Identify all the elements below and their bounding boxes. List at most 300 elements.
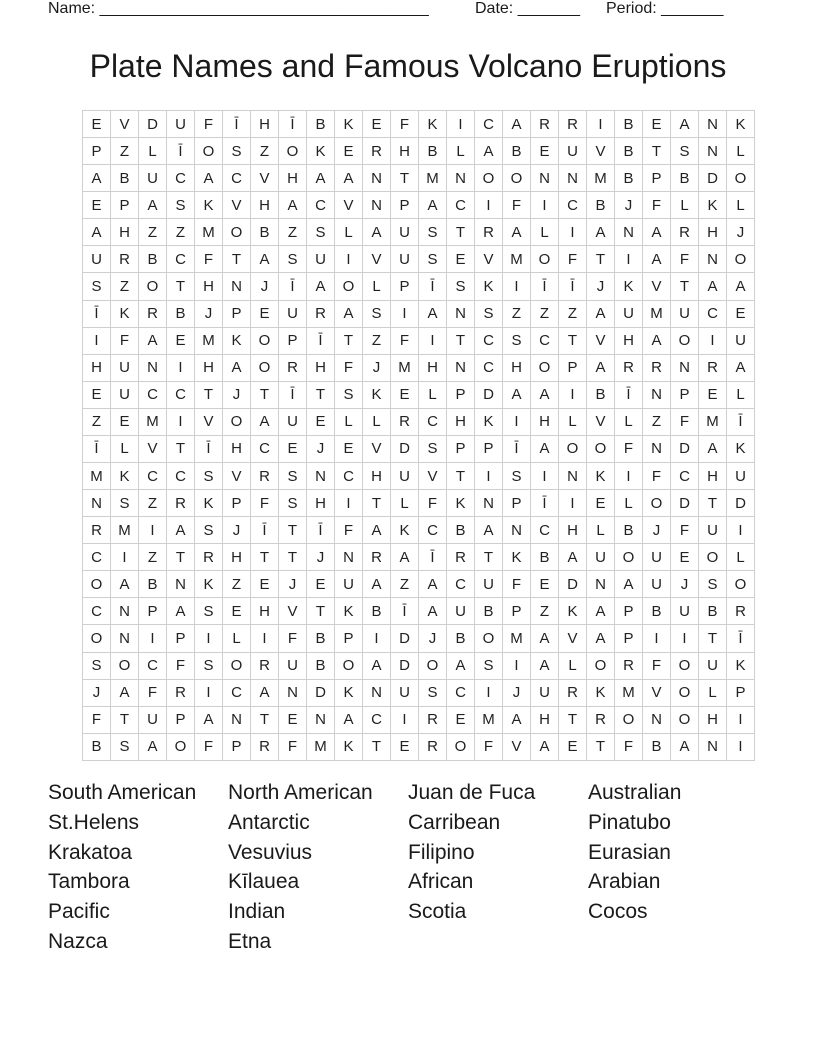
grid-cell[interactable]: I	[727, 706, 755, 733]
grid-cell[interactable]: A	[531, 733, 559, 760]
grid-cell[interactable]: R	[167, 679, 195, 706]
grid-cell[interactable]: U	[643, 571, 671, 598]
grid-cell[interactable]: U	[139, 706, 167, 733]
grid-cell[interactable]: O	[615, 706, 643, 733]
grid-cell[interactable]: N	[643, 435, 671, 462]
grid-cell[interactable]: R	[279, 354, 307, 381]
grid-cell[interactable]: I	[727, 517, 755, 544]
grid-cell[interactable]: I	[671, 625, 699, 652]
grid-cell[interactable]: R	[531, 111, 559, 138]
grid-cell[interactable]: L	[111, 435, 139, 462]
grid-cell[interactable]: R	[307, 300, 335, 327]
grid-cell[interactable]: N	[447, 354, 475, 381]
grid-cell[interactable]: V	[587, 138, 615, 165]
grid-cell[interactable]: R	[167, 490, 195, 517]
grid-cell[interactable]: A	[83, 219, 111, 246]
grid-cell[interactable]: M	[111, 517, 139, 544]
grid-cell[interactable]: E	[83, 192, 111, 219]
grid-cell[interactable]: E	[559, 733, 587, 760]
grid-cell[interactable]: N	[307, 706, 335, 733]
grid-cell[interactable]: I	[615, 463, 643, 490]
grid-cell[interactable]: J	[223, 517, 251, 544]
grid-cell[interactable]: C	[139, 652, 167, 679]
grid-cell[interactable]: A	[419, 598, 447, 625]
grid-cell[interactable]: T	[391, 165, 419, 192]
grid-cell[interactable]: B	[671, 165, 699, 192]
grid-cell[interactable]: F	[391, 327, 419, 354]
grid-cell[interactable]: Z	[167, 219, 195, 246]
grid-cell[interactable]: N	[643, 381, 671, 408]
grid-cell[interactable]: O	[727, 165, 755, 192]
grid-cell[interactable]: C	[167, 381, 195, 408]
grid-cell[interactable]: B	[307, 111, 335, 138]
grid-cell[interactable]: Z	[111, 273, 139, 300]
grid-cell[interactable]: H	[559, 517, 587, 544]
grid-cell[interactable]: A	[139, 327, 167, 354]
grid-cell[interactable]: B	[615, 138, 643, 165]
grid-cell[interactable]: A	[587, 300, 615, 327]
grid-cell[interactable]: O	[531, 246, 559, 273]
grid-cell[interactable]: K	[475, 273, 503, 300]
grid-cell[interactable]: N	[699, 111, 727, 138]
grid-cell[interactable]: N	[503, 517, 531, 544]
grid-cell[interactable]: A	[83, 165, 111, 192]
grid-cell[interactable]: U	[643, 544, 671, 571]
grid-cell[interactable]: T	[447, 463, 475, 490]
grid-cell[interactable]: Ī	[391, 598, 419, 625]
grid-cell[interactable]: Z	[363, 327, 391, 354]
grid-cell[interactable]: N	[699, 733, 727, 760]
grid-cell[interactable]: V	[111, 111, 139, 138]
grid-cell[interactable]: U	[391, 219, 419, 246]
grid-cell[interactable]: I	[559, 381, 587, 408]
grid-cell[interactable]: N	[671, 354, 699, 381]
grid-cell[interactable]: K	[587, 463, 615, 490]
grid-cell[interactable]: N	[559, 165, 587, 192]
grid-cell[interactable]: A	[363, 652, 391, 679]
grid-cell[interactable]: J	[279, 571, 307, 598]
grid-cell[interactable]: S	[699, 571, 727, 598]
grid-cell[interactable]: H	[615, 327, 643, 354]
grid-cell[interactable]: P	[615, 598, 643, 625]
grid-cell[interactable]: Z	[83, 408, 111, 435]
grid-cell[interactable]: A	[727, 354, 755, 381]
grid-cell[interactable]: A	[531, 435, 559, 462]
grid-cell[interactable]: S	[223, 138, 251, 165]
grid-cell[interactable]: P	[503, 598, 531, 625]
grid-cell[interactable]: R	[587, 706, 615, 733]
grid-cell[interactable]: I	[475, 192, 503, 219]
grid-cell[interactable]: A	[615, 571, 643, 598]
grid-cell[interactable]: L	[335, 408, 363, 435]
grid-cell[interactable]: O	[671, 652, 699, 679]
grid-cell[interactable]: Ī	[83, 435, 111, 462]
grid-cell[interactable]: H	[307, 354, 335, 381]
grid-cell[interactable]: A	[363, 219, 391, 246]
grid-cell[interactable]: T	[111, 706, 139, 733]
grid-cell[interactable]: A	[587, 219, 615, 246]
grid-cell[interactable]: S	[83, 652, 111, 679]
grid-cell[interactable]: T	[251, 381, 279, 408]
grid-cell[interactable]: S	[307, 219, 335, 246]
grid-cell[interactable]: U	[167, 111, 195, 138]
grid-cell[interactable]: O	[643, 490, 671, 517]
grid-cell[interactable]: O	[727, 246, 755, 273]
grid-cell[interactable]: R	[615, 354, 643, 381]
grid-cell[interactable]: K	[419, 111, 447, 138]
grid-cell[interactable]: K	[335, 733, 363, 760]
grid-cell[interactable]: E	[167, 327, 195, 354]
grid-cell[interactable]: K	[727, 652, 755, 679]
grid-cell[interactable]: H	[251, 598, 279, 625]
grid-cell[interactable]: E	[251, 300, 279, 327]
grid-cell[interactable]: L	[727, 138, 755, 165]
grid-cell[interactable]: A	[167, 517, 195, 544]
grid-cell[interactable]: L	[419, 381, 447, 408]
grid-cell[interactable]: P	[111, 192, 139, 219]
grid-cell[interactable]: D	[727, 490, 755, 517]
grid-cell[interactable]: P	[391, 192, 419, 219]
grid-cell[interactable]: O	[727, 571, 755, 598]
grid-cell[interactable]: P	[447, 435, 475, 462]
grid-cell[interactable]: C	[475, 354, 503, 381]
grid-cell[interactable]: O	[699, 544, 727, 571]
grid-cell[interactable]: F	[643, 463, 671, 490]
grid-cell[interactable]: H	[363, 463, 391, 490]
grid-cell[interactable]: I	[419, 327, 447, 354]
grid-cell[interactable]: C	[251, 435, 279, 462]
grid-cell[interactable]: T	[251, 706, 279, 733]
grid-cell[interactable]: V	[475, 246, 503, 273]
grid-cell[interactable]: A	[307, 273, 335, 300]
grid-cell[interactable]: V	[195, 408, 223, 435]
grid-cell[interactable]: Z	[531, 598, 559, 625]
grid-cell[interactable]: K	[699, 192, 727, 219]
grid-cell[interactable]: O	[251, 354, 279, 381]
grid-cell[interactable]: P	[335, 625, 363, 652]
grid-cell[interactable]: E	[111, 408, 139, 435]
grid-cell[interactable]: D	[699, 165, 727, 192]
grid-cell[interactable]: H	[195, 354, 223, 381]
grid-cell[interactable]: J	[587, 273, 615, 300]
grid-cell[interactable]: U	[671, 300, 699, 327]
grid-cell[interactable]: E	[223, 598, 251, 625]
grid-cell[interactable]: O	[335, 652, 363, 679]
grid-cell[interactable]: R	[363, 138, 391, 165]
grid-cell[interactable]: M	[699, 408, 727, 435]
grid-cell[interactable]: I	[447, 111, 475, 138]
grid-cell[interactable]: Z	[251, 138, 279, 165]
grid-cell[interactable]: U	[615, 300, 643, 327]
grid-cell[interactable]: F	[111, 327, 139, 354]
grid-cell[interactable]: A	[643, 246, 671, 273]
grid-cell[interactable]: U	[279, 652, 307, 679]
grid-cell[interactable]: O	[223, 652, 251, 679]
grid-cell[interactable]: L	[671, 192, 699, 219]
grid-cell[interactable]: U	[307, 246, 335, 273]
grid-cell[interactable]: A	[587, 625, 615, 652]
grid-cell[interactable]: U	[391, 246, 419, 273]
grid-cell[interactable]: I	[475, 463, 503, 490]
grid-cell[interactable]: B	[307, 652, 335, 679]
grid-cell[interactable]: M	[643, 300, 671, 327]
grid-cell[interactable]: H	[699, 706, 727, 733]
grid-cell[interactable]: R	[195, 544, 223, 571]
grid-cell[interactable]: O	[503, 165, 531, 192]
grid-cell[interactable]: C	[167, 165, 195, 192]
grid-cell[interactable]: V	[335, 192, 363, 219]
grid-cell[interactable]: B	[419, 138, 447, 165]
grid-cell[interactable]: J	[503, 679, 531, 706]
grid-cell[interactable]: A	[251, 246, 279, 273]
grid-cell[interactable]: K	[475, 408, 503, 435]
grid-cell[interactable]: V	[643, 273, 671, 300]
grid-cell[interactable]: T	[279, 517, 307, 544]
grid-cell[interactable]: Ī	[223, 111, 251, 138]
grid-cell[interactable]: F	[139, 679, 167, 706]
grid-cell[interactable]: U	[727, 463, 755, 490]
grid-cell[interactable]: B	[643, 733, 671, 760]
grid-cell[interactable]: I	[167, 354, 195, 381]
grid-cell[interactable]: M	[307, 733, 335, 760]
grid-cell[interactable]: Ī	[279, 273, 307, 300]
grid-cell[interactable]: I	[83, 327, 111, 354]
grid-cell[interactable]: L	[615, 408, 643, 435]
grid-cell[interactable]: E	[447, 706, 475, 733]
date-field[interactable]: Date: _______	[475, 0, 580, 17]
grid-cell[interactable]: U	[671, 598, 699, 625]
grid-cell[interactable]: O	[587, 652, 615, 679]
grid-cell[interactable]: D	[671, 490, 699, 517]
grid-cell[interactable]: A	[503, 381, 531, 408]
grid-cell[interactable]: S	[279, 463, 307, 490]
grid-cell[interactable]: Z	[139, 219, 167, 246]
grid-cell[interactable]: P	[559, 354, 587, 381]
grid-cell[interactable]: T	[559, 706, 587, 733]
grid-cell[interactable]: A	[223, 354, 251, 381]
grid-cell[interactable]: S	[195, 598, 223, 625]
grid-cell[interactable]: V	[503, 733, 531, 760]
grid-cell[interactable]: A	[195, 165, 223, 192]
grid-cell[interactable]: Ī	[279, 381, 307, 408]
grid-cell[interactable]: P	[279, 327, 307, 354]
grid-cell[interactable]: S	[419, 246, 447, 273]
grid-cell[interactable]: I	[531, 192, 559, 219]
grid-cell[interactable]: F	[419, 490, 447, 517]
grid-cell[interactable]: B	[699, 598, 727, 625]
grid-cell[interactable]: A	[419, 192, 447, 219]
grid-cell[interactable]: M	[419, 165, 447, 192]
grid-cell[interactable]: R	[419, 733, 447, 760]
grid-cell[interactable]: L	[559, 408, 587, 435]
grid-cell[interactable]: K	[615, 273, 643, 300]
grid-cell[interactable]: N	[139, 354, 167, 381]
grid-cell[interactable]: A	[531, 625, 559, 652]
grid-cell[interactable]: F	[475, 733, 503, 760]
grid-cell[interactable]: T	[475, 544, 503, 571]
grid-cell[interactable]: K	[559, 598, 587, 625]
grid-cell[interactable]: A	[391, 544, 419, 571]
grid-cell[interactable]: K	[307, 138, 335, 165]
grid-cell[interactable]: D	[475, 381, 503, 408]
grid-cell[interactable]: A	[251, 408, 279, 435]
grid-cell[interactable]: A	[475, 517, 503, 544]
grid-cell[interactable]: B	[307, 625, 335, 652]
grid-cell[interactable]: O	[531, 354, 559, 381]
grid-cell[interactable]: N	[223, 706, 251, 733]
grid-cell[interactable]: Ī	[307, 327, 335, 354]
grid-cell[interactable]: U	[475, 571, 503, 598]
grid-cell[interactable]: O	[279, 138, 307, 165]
grid-cell[interactable]: R	[251, 463, 279, 490]
grid-cell[interactable]: F	[503, 571, 531, 598]
grid-cell[interactable]: C	[363, 706, 391, 733]
grid-cell[interactable]: Ī	[419, 273, 447, 300]
grid-cell[interactable]: B	[83, 733, 111, 760]
grid-cell[interactable]: J	[83, 679, 111, 706]
grid-cell[interactable]: A	[503, 111, 531, 138]
grid-cell[interactable]: A	[671, 733, 699, 760]
grid-cell[interactable]: O	[671, 327, 699, 354]
grid-cell[interactable]: F	[559, 246, 587, 273]
grid-cell[interactable]: A	[699, 435, 727, 462]
grid-cell[interactable]: P	[83, 138, 111, 165]
grid-cell[interactable]: H	[531, 706, 559, 733]
grid-cell[interactable]: B	[643, 598, 671, 625]
grid-cell[interactable]: U	[279, 300, 307, 327]
grid-cell[interactable]: D	[671, 435, 699, 462]
grid-cell[interactable]: N	[363, 192, 391, 219]
grid-cell[interactable]: S	[335, 381, 363, 408]
grid-cell[interactable]: T	[167, 435, 195, 462]
grid-cell[interactable]: I	[167, 408, 195, 435]
grid-cell[interactable]: E	[727, 300, 755, 327]
grid-cell[interactable]: A	[531, 381, 559, 408]
grid-cell[interactable]: U	[559, 138, 587, 165]
grid-cell[interactable]: R	[251, 652, 279, 679]
grid-cell[interactable]: S	[419, 219, 447, 246]
grid-cell[interactable]: O	[195, 138, 223, 165]
grid-cell[interactable]: Ī	[503, 435, 531, 462]
grid-cell[interactable]: P	[167, 706, 195, 733]
grid-cell[interactable]: A	[335, 300, 363, 327]
grid-cell[interactable]: C	[139, 463, 167, 490]
grid-cell[interactable]: A	[699, 273, 727, 300]
grid-cell[interactable]: L	[531, 219, 559, 246]
grid-cell[interactable]: B	[139, 246, 167, 273]
grid-cell[interactable]: A	[727, 273, 755, 300]
grid-cell[interactable]: U	[335, 571, 363, 598]
grid-cell[interactable]: E	[279, 435, 307, 462]
grid-cell[interactable]: I	[503, 273, 531, 300]
grid-cell[interactable]: C	[531, 327, 559, 354]
grid-cell[interactable]: H	[503, 354, 531, 381]
grid-cell[interactable]: O	[83, 571, 111, 598]
grid-cell[interactable]: Ī	[531, 490, 559, 517]
grid-cell[interactable]: B	[447, 625, 475, 652]
grid-cell[interactable]: E	[447, 246, 475, 273]
grid-cell[interactable]: A	[475, 138, 503, 165]
grid-cell[interactable]: U	[447, 598, 475, 625]
grid-cell[interactable]: A	[279, 192, 307, 219]
grid-cell[interactable]: R	[671, 219, 699, 246]
grid-cell[interactable]: Z	[643, 408, 671, 435]
grid-cell[interactable]: U	[391, 463, 419, 490]
grid-cell[interactable]: V	[643, 679, 671, 706]
grid-cell[interactable]: Ī	[251, 517, 279, 544]
grid-cell[interactable]: V	[139, 435, 167, 462]
grid-cell[interactable]: N	[531, 165, 559, 192]
grid-cell[interactable]: K	[391, 517, 419, 544]
grid-cell[interactable]: A	[587, 354, 615, 381]
grid-cell[interactable]: F	[335, 517, 363, 544]
grid-cell[interactable]: Ī	[195, 435, 223, 462]
grid-cell[interactable]: E	[391, 381, 419, 408]
grid-cell[interactable]: H	[279, 165, 307, 192]
grid-cell[interactable]: N	[167, 571, 195, 598]
grid-cell[interactable]: H	[419, 354, 447, 381]
grid-cell[interactable]: H	[307, 490, 335, 517]
grid-cell[interactable]: F	[251, 490, 279, 517]
grid-cell[interactable]: A	[307, 165, 335, 192]
grid-cell[interactable]: A	[251, 679, 279, 706]
grid-cell[interactable]: U	[83, 246, 111, 273]
grid-cell[interactable]: P	[391, 273, 419, 300]
grid-cell[interactable]: I	[503, 408, 531, 435]
grid-cell[interactable]: Z	[531, 300, 559, 327]
grid-cell[interactable]: O	[671, 706, 699, 733]
grid-cell[interactable]: Ī	[167, 138, 195, 165]
grid-cell[interactable]: I	[503, 652, 531, 679]
grid-cell[interactable]: R	[447, 544, 475, 571]
grid-cell[interactable]: S	[503, 463, 531, 490]
grid-cell[interactable]: A	[643, 327, 671, 354]
grid-cell[interactable]: U	[699, 517, 727, 544]
grid-cell[interactable]: S	[195, 463, 223, 490]
grid-cell[interactable]: E	[363, 111, 391, 138]
grid-cell[interactable]: P	[643, 165, 671, 192]
grid-cell[interactable]: A	[139, 733, 167, 760]
grid-cell[interactable]: R	[83, 517, 111, 544]
grid-cell[interactable]: T	[251, 544, 279, 571]
grid-cell[interactable]: O	[251, 327, 279, 354]
grid-cell[interactable]: D	[559, 571, 587, 598]
grid-cell[interactable]: U	[139, 165, 167, 192]
grid-cell[interactable]: J	[727, 219, 755, 246]
grid-cell[interactable]: V	[587, 408, 615, 435]
grid-cell[interactable]: O	[615, 544, 643, 571]
grid-cell[interactable]: H	[251, 111, 279, 138]
grid-cell[interactable]: T	[167, 273, 195, 300]
grid-cell[interactable]: N	[587, 571, 615, 598]
grid-cell[interactable]: I	[111, 544, 139, 571]
grid-cell[interactable]: K	[195, 490, 223, 517]
grid-cell[interactable]: M	[615, 679, 643, 706]
grid-cell[interactable]: K	[223, 327, 251, 354]
grid-cell[interactable]: S	[475, 652, 503, 679]
grid-cell[interactable]: I	[615, 246, 643, 273]
grid-cell[interactable]: E	[279, 706, 307, 733]
grid-cell[interactable]: S	[503, 327, 531, 354]
grid-cell[interactable]: E	[335, 138, 363, 165]
grid-cell[interactable]: R	[139, 300, 167, 327]
grid-cell[interactable]: P	[447, 381, 475, 408]
grid-cell[interactable]: A	[587, 598, 615, 625]
grid-cell[interactable]: J	[363, 354, 391, 381]
grid-cell[interactable]: H	[699, 219, 727, 246]
grid-cell[interactable]: I	[195, 679, 223, 706]
grid-cell[interactable]: T	[671, 273, 699, 300]
